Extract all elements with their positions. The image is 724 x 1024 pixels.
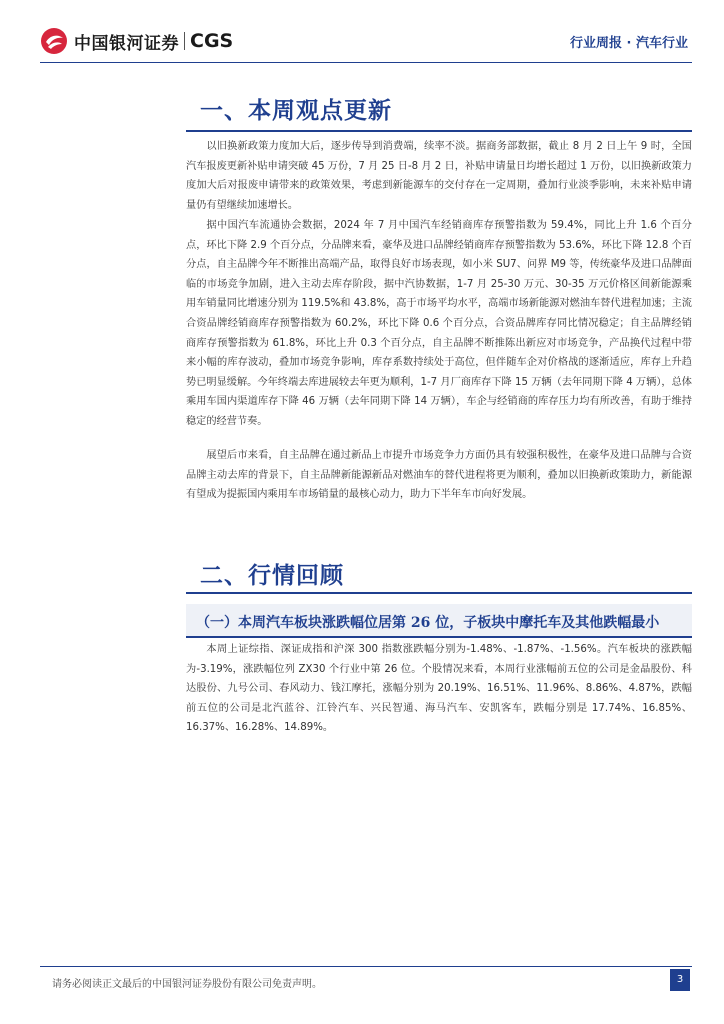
header-divider bbox=[40, 62, 692, 63]
footer-divider bbox=[40, 966, 692, 967]
company-logo bbox=[40, 27, 233, 55]
section-1-rule bbox=[186, 130, 692, 132]
section-2-title: 二、行情回顾 bbox=[200, 562, 344, 589]
galaxy-logo-icon bbox=[40, 27, 68, 55]
section-1-paragraph-2: 据中国汽车流通协会数据，2024 年 7 月中国汽车经销商库存预警指数为 59.4%，同比上升 1.6 个百分点，环比下降 2.9 个百分点，分品牌来看，豪华及进口品牌经销商库存预警指数为 53.6%，环比下降 12.8 个百分点，自主品牌今年不断推出高端产品，取得良好市场表现，如小米 SU7、问界 M9 等，传统豪华及进口品牌面临的市场竞争加剧，进入主动去库存阶段，据中汽协数据，1-7 月 25-30 万元、30-35 万元价格区间新能源乘用车销量同比增速分别为 119.5%和 43.8%，高于市场平均水平，高端市场新能源对燃油车替代进程加速；主流合资品牌经销商库存预警指数为 60.2%，环比下降 0.6 个百分点，合资品牌库存同比情况稳定；自主品牌经销商库存预警指数为 61.8%，环比上升 0.3 个百分点，自主品牌不断推陈出新应对市场竞争，产品换代过程中带来小幅的库存波动，叠加市场竞争影响，库存系数持续处于高位，但伴随车企对价格战的逐渐适应，库存上升趋势已明显缓解。今年终端去库进展较去年更为顺利，1-7 月厂商库存下降 15 万辆（去年同期下降 4 万辆），总体乘用车国内渠道库存下降 46 万辆（去年同期下降 14 万辆），车企与经销商的库存压力均有所改善，有助于维持稳定的经营节奏。 bbox=[186, 220, 692, 427]
section-1-paragraph-3: 展望后市来看，自主品牌在通过新品上市提升市场竞争力方面仍具有较强积极性，在豪华及进口品牌与合资品牌主动去库的背景下，自主品牌新能源新品对燃油车的替代进程将更为顺利，叠加以旧换新政策助力，新能源有望成为提振国内乘用车市场销量的最核心动力，助力下半年车市向好发展。 bbox=[186, 450, 692, 501]
report-category-tag: 行业周报 · 汽车行业 bbox=[570, 36, 688, 51]
section-1-paragraph-1: 以旧换新政策力度加大后，逐步传导到消费端，续率不淡。据商务部数据，截止 8 月 2 日上午 9 时，全国汽车报废更新补贴申请突破 45 万份，7 月 25 日-8 月 2 日，补贴申请量日均增长超过 1 万份，以旧换新政策力度加大后对报废申请带来的政策效果，考虑到新能源车的交付存在一定周期，叠加行业淡季影响，未来补贴申请量仍有望继续加速增长。 bbox=[186, 141, 692, 211]
subsection-title: （一）本周汽车板块涨跌幅位居第 26 位，子板块中摩托车及其他跌幅最小 bbox=[196, 615, 660, 631]
page-number: 3 bbox=[670, 969, 690, 991]
section-2-paragraph: 本周上证综指、深证成指和沪深 300 指数涨跌幅分别为-1.48%、-1.87%、-1.56%。汽车板块的涨跌幅为-3.19%，涨跌幅位列 ZX30 个行业中第 26 位。个股情况来看，本周行业涨幅前五位的公司是金晶股份、科达股份、九号公司、春风动力、钱江摩托，涨幅分别为 20.19%、16.51%、11.96%、8.86%、4.87%，跌幅前五位的公司是北汽蓝谷、江铃汽车、兴民智通、海马汽车、安凯客车，跌幅分别是 17.74%、16.85%、16.37%、16.28%、14.89%。 bbox=[186, 644, 692, 734]
footer-disclaimer: 请务必阅读正文最后的中国银河证券股份有限公司免责声明。 bbox=[52, 979, 322, 990]
logo-separator bbox=[184, 32, 185, 50]
subsection-heading-box bbox=[186, 604, 692, 638]
section-2-rule bbox=[186, 592, 692, 594]
logo-chinese-name: 中国银河证券 bbox=[74, 33, 179, 54]
page-header bbox=[0, 0, 724, 70]
logo-english-name: CGS bbox=[190, 30, 234, 52]
section-1-title: 一、本周观点更新 bbox=[200, 97, 392, 124]
